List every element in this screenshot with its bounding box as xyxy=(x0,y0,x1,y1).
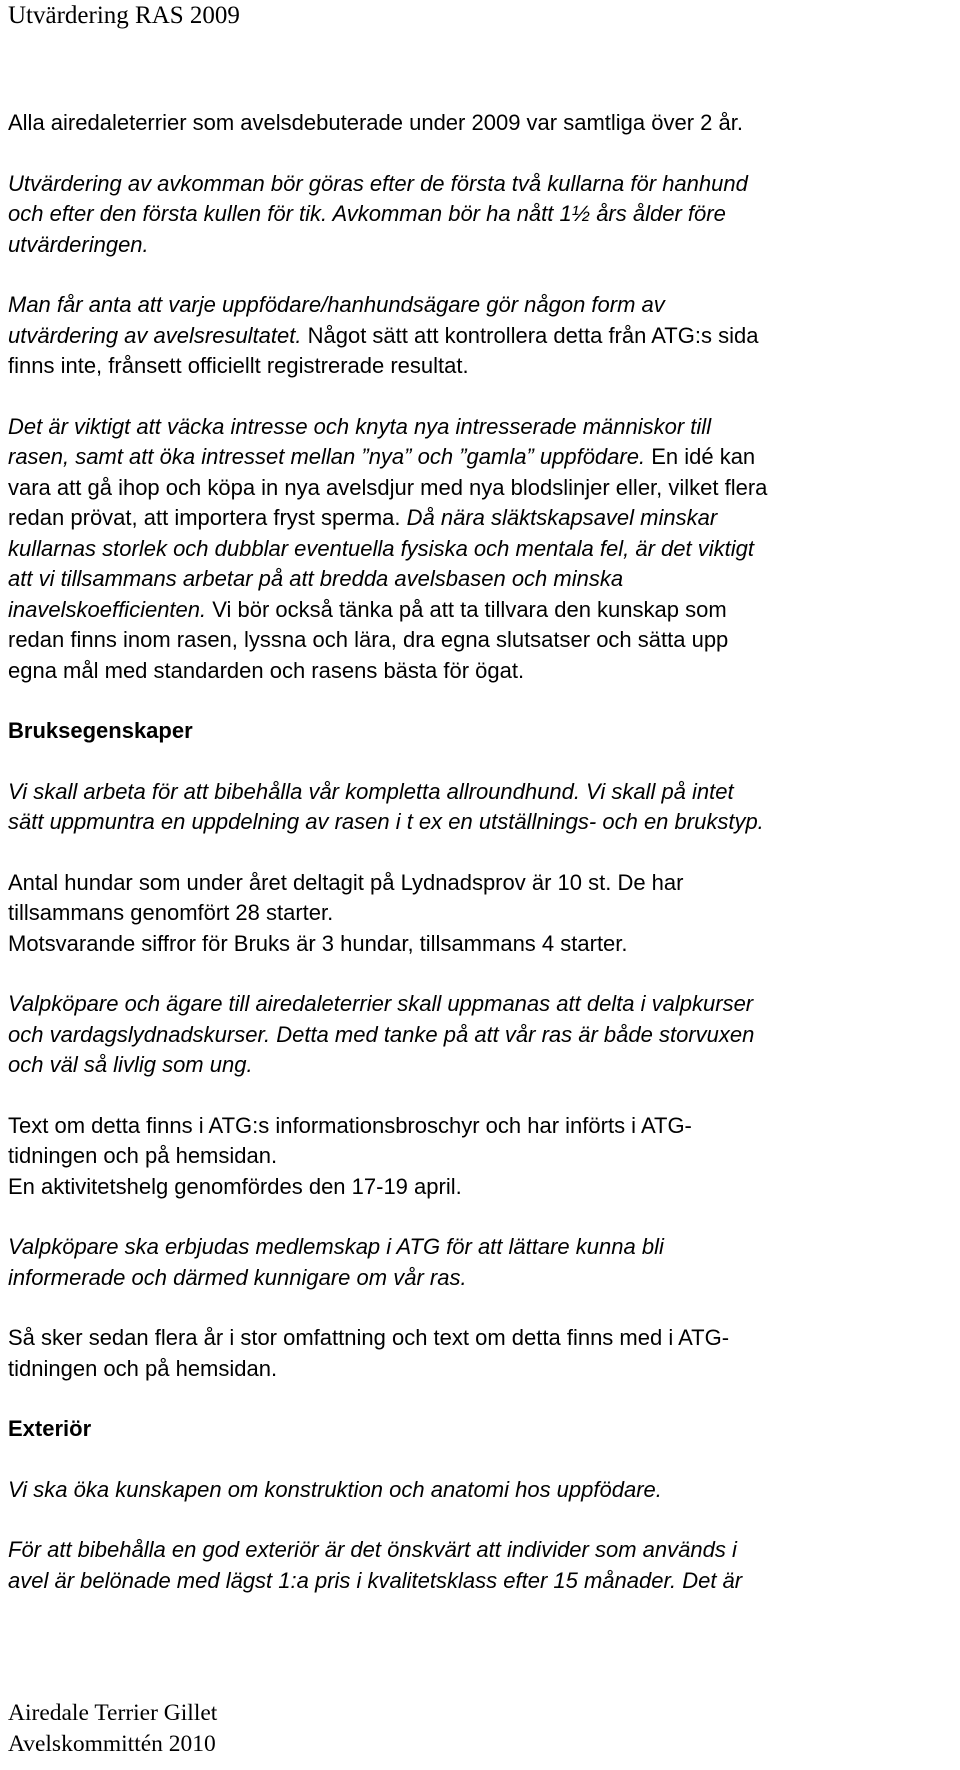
heading-exterior: Exteriör xyxy=(8,1416,92,1441)
paragraph-interest-part-d: Vi bör också tänka på att ta tillvara den kunskap som redan finns inom rasen, lyssna och lära, dra egna slutsatser och sätta upp egna mål med standarden och rasens bästa för ögat. xyxy=(8,596,729,683)
footer-committee: Avelskommittén 2010 xyxy=(8,1731,216,1757)
paragraph-membership-status: Så sker sedan flera år i stor omfattning och text om detta finns med i ATG- tidningen och på hemsidan. xyxy=(8,1325,730,1381)
paragraph-anatomy-knowledge: Vi ska öka kunskapen om konstruktion och anatomi hos uppfödare. xyxy=(8,1476,662,1502)
paragraph-offspring-evaluation: Utvärdering av avkomman bör göras efter de första två kullarna för hanhund och efter den första kullen för tik. Avkomman bör ha nått 1½ års ålder före utvärderingen. xyxy=(8,170,748,257)
paragraph-puppy-courses: Valpköpare och ägare till airedaleterrier skall uppmanas att delta i valpkurser och vardagslydnadskurser. Detta med tanke på att vår ras är både storvuxen och väl så livlig som ung. xyxy=(8,991,755,1077)
paragraph-trial-statistics: Antal hundar som under året deltagit på Lydnadsprov är 10 st. De har tillsammans genomfört 28 starter. Motsvarande siffror för Bruks är 3 hundar, tillsammans 4 starter. xyxy=(8,869,684,956)
paragraph-allround-dog: Vi skall arbeta för att bibehålla vår kompletta allroundhund. Vi skall på intet sätt uppmuntra en uppdelning av rasen i t ex en utställnings- och en brukstyp. xyxy=(8,778,764,834)
paragraph-interest xyxy=(8,412,953,687)
paragraph-information: Text om detta finns i ATG:s informationsbroschyr och har införts i ATG- tidningen och på hemsidan. En aktivitetshelg genomfördes den 17-19 april. xyxy=(8,1112,692,1199)
paragraph-breeder-evaluation xyxy=(8,290,953,382)
paragraph-breeding-age: Alla airedaleterrier som avelsdebuterade under 2009 var samtliga över 2 år. xyxy=(8,110,743,135)
paragraph-exterior-quality: För att bibehålla en god exteriör är det önskvärt att individer som används i avel är belönade med lägst 1:a pris i kvalitetsklass efter 15 månader. Det är xyxy=(8,1537,743,1593)
paragraph-breeder-evaluation-part-b: Något sätt att kontrollera detta från ATG:s sida finns inte, frånsett officiellt registrerade resultat. xyxy=(8,322,759,378)
paragraph-interest-part-a: Det är viktigt att väcka intresse och knyta nya intresserade människor till rasen, samt att öka intresset mellan ”nya” och ”gamla” uppfödare. xyxy=(8,413,712,469)
paragraph-membership: Valpköpare ska erbjudas medlemskap i ATG för att lättare kunna bli informerade och därmed kunnigare om vår ras. xyxy=(8,1234,664,1290)
paragraph-breeder-evaluation-part-a: Man får anta att varje uppfödare/hanhundsägare gör någon form av utvärdering av avelsresultatet. xyxy=(8,292,665,348)
heading-bruksegenskaper: Bruksegenskaper xyxy=(8,718,193,743)
paragraph-interest-part-c: Då nära släktskapsavel minskar kullarnas storlek och dubblar eventuella fysiska och mentala fel, är det viktigt att vi tillsammans arbetar på att bredda avelsbasen och minska inavelskoefficienten. xyxy=(8,505,754,622)
paragraph-interest-part-b: En idé kan vara att gå ihop och köpa in nya avelsdjur med nya blodslinjer eller, vilket flera redan prövat, att importera fryst sperma. xyxy=(8,444,768,530)
page-header: Utvärdering RAS 2009 xyxy=(8,2,240,29)
footer-organization: Airedale Terrier Gillet xyxy=(8,1700,218,1726)
document-body xyxy=(8,108,953,1596)
page-footer xyxy=(8,1698,217,1760)
